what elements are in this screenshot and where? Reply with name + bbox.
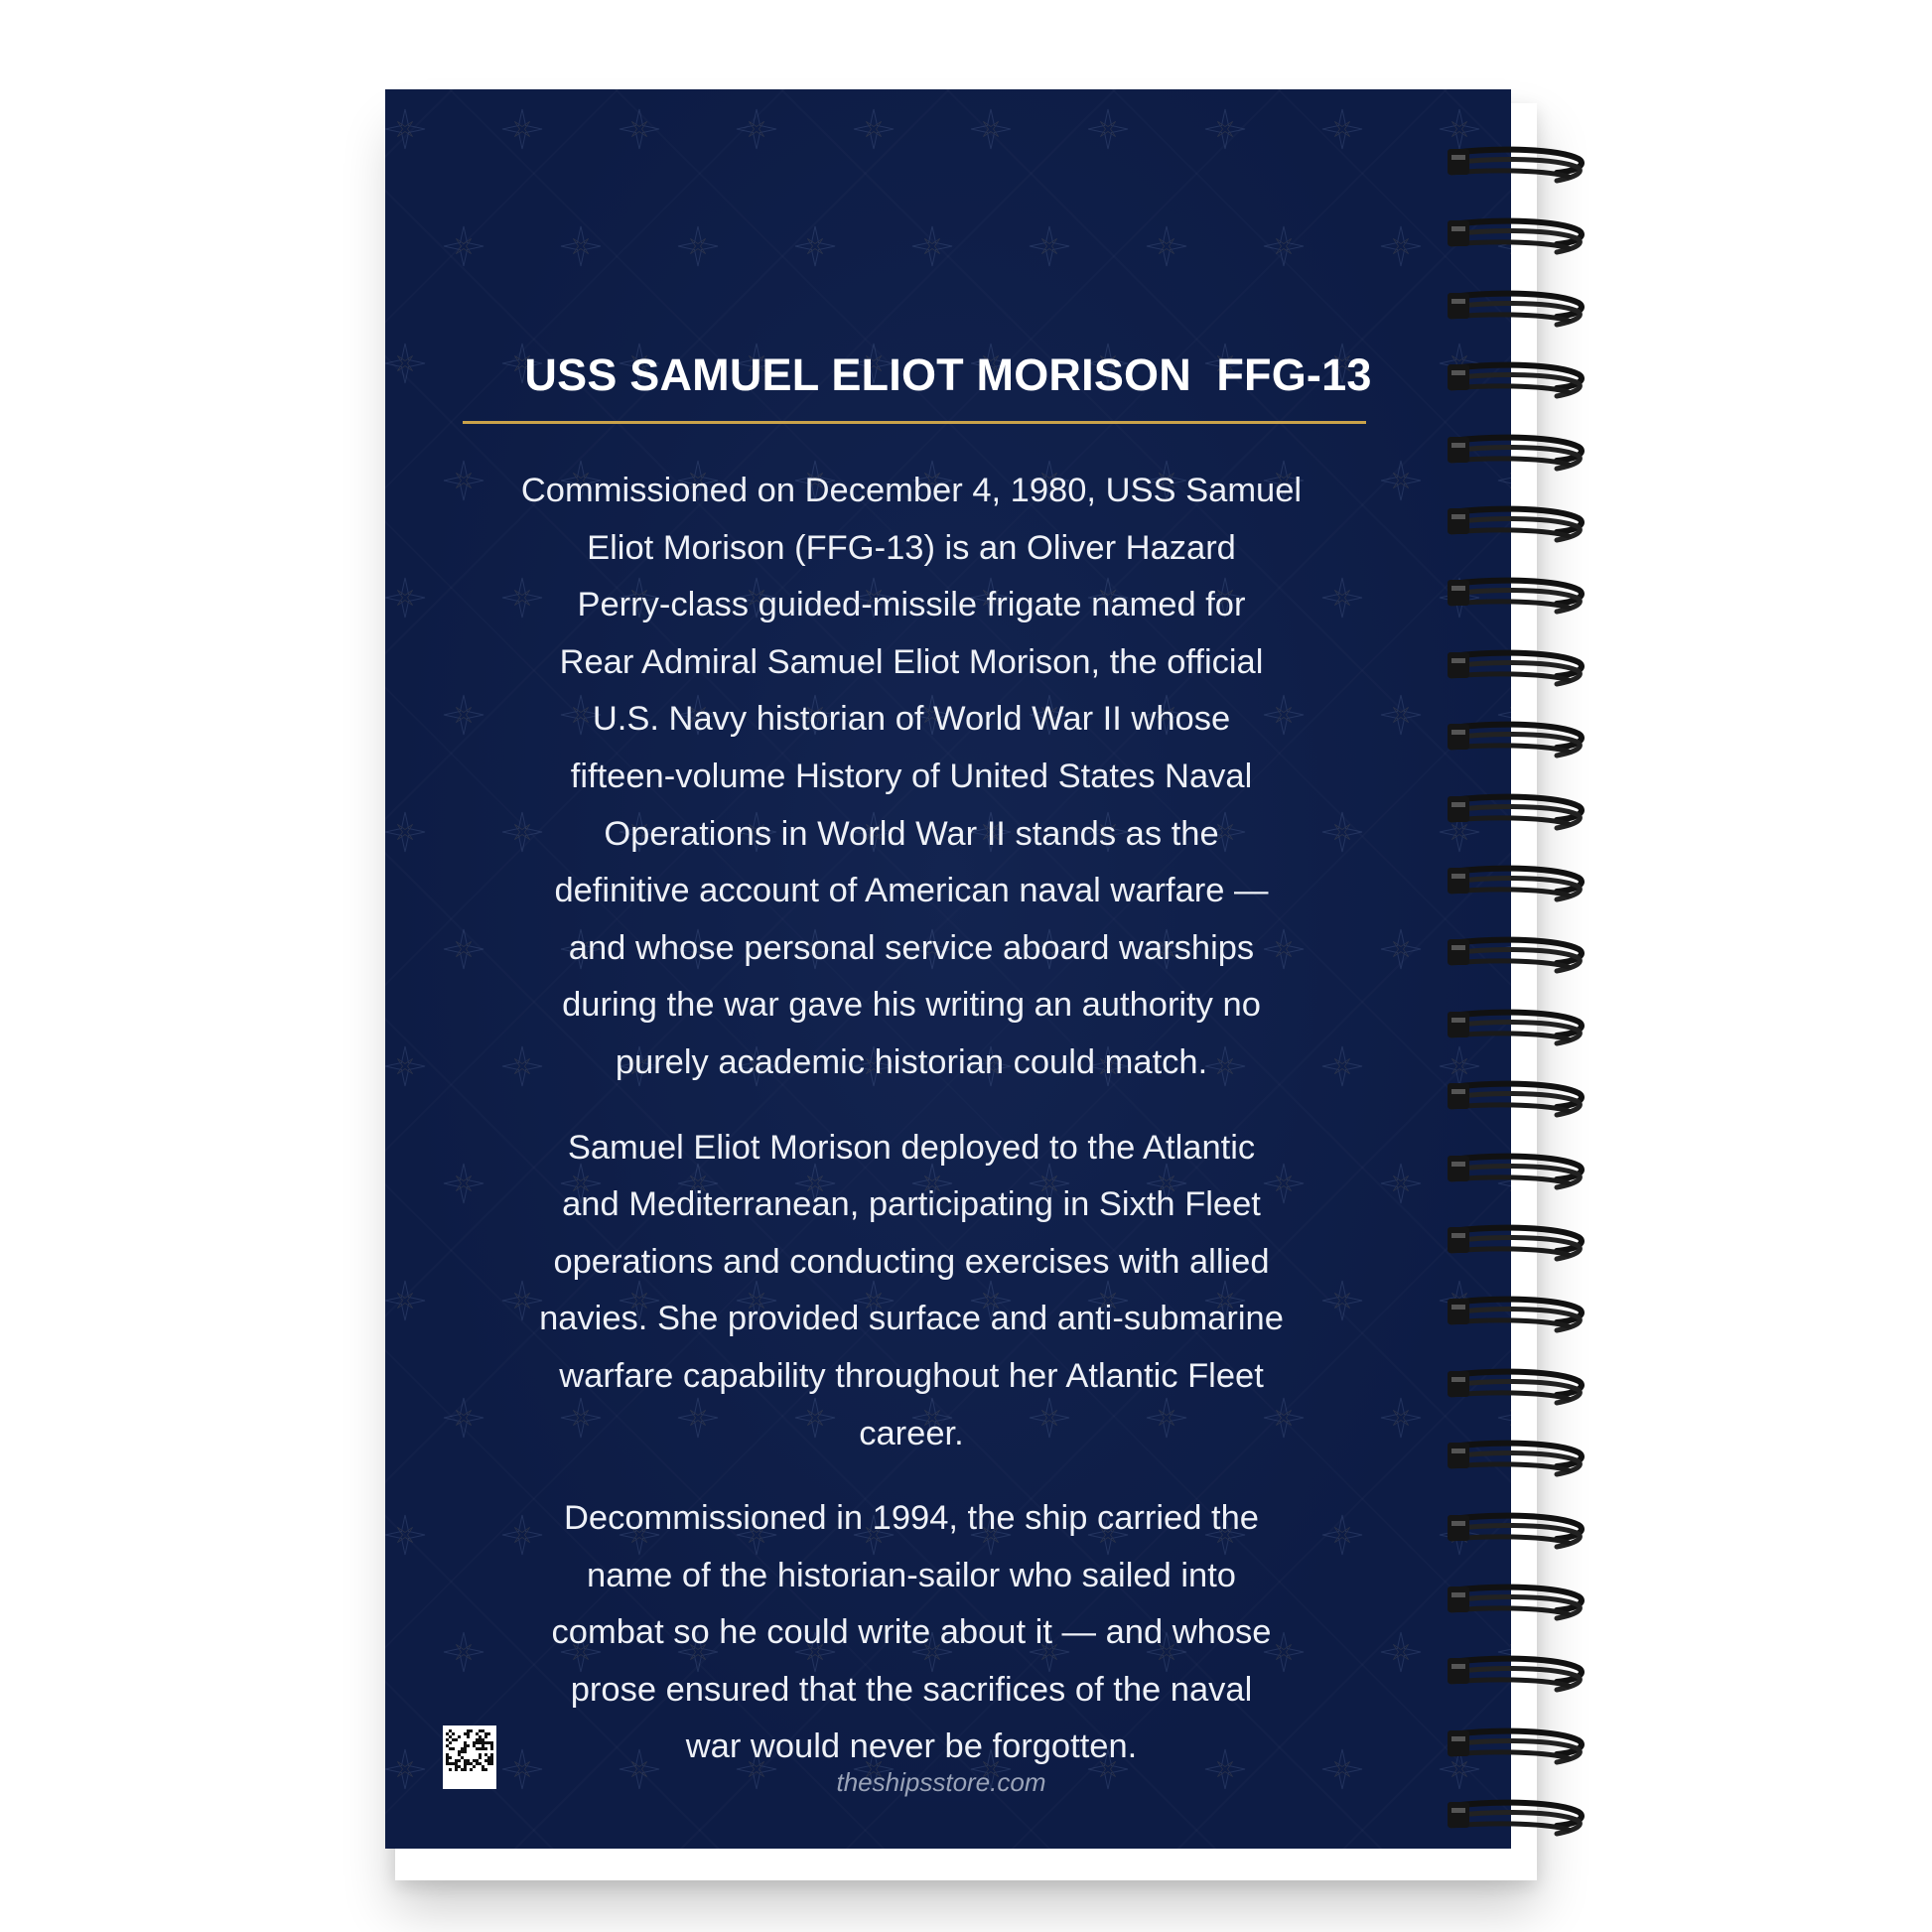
spiral-coil <box>1440 718 1588 767</box>
spiral-coil-icon <box>1440 933 1588 983</box>
compass-star-icon <box>1322 109 1362 149</box>
compass-star-icon <box>1381 461 1421 500</box>
paragraph-1 <box>484 463 1338 1092</box>
spiral-coil-icon <box>1440 431 1588 481</box>
compass-star-icon <box>502 109 542 149</box>
compass-star-icon <box>1381 226 1421 266</box>
spiral-coil-icon <box>1440 1796 1588 1846</box>
paragraph-line: during the war gave his writing an authority no <box>562 986 1261 1025</box>
compass-star-icon <box>385 1281 425 1320</box>
spiral-coil <box>1440 502 1588 552</box>
compass-star-icon <box>444 1398 483 1438</box>
spiral-coil-icon <box>1440 1725 1588 1774</box>
paragraph-line: and Mediterranean, participating in Sixth Fleet <box>562 1185 1261 1224</box>
compass-star-icon <box>1381 1398 1421 1438</box>
compass-star-icon <box>385 109 425 149</box>
compass-star-icon <box>385 578 425 618</box>
paragraph-line: combat so he could write about it — and whose <box>551 1613 1272 1652</box>
spiral-coil-icon <box>1440 502 1588 552</box>
compass-star-icon <box>912 226 952 266</box>
compass-star-icon <box>1205 109 1245 149</box>
spiral-coil <box>1440 1437 1588 1486</box>
spiral-coil-icon <box>1440 862 1588 911</box>
spiral-coil-icon <box>1440 790 1588 840</box>
spiral-coil-icon <box>1440 646 1588 696</box>
spiral-coil <box>1440 214 1588 264</box>
spiral-coil-icon <box>1440 1437 1588 1486</box>
compass-star-icon <box>620 109 659 149</box>
paragraph-line: war would never be forgotten. <box>685 1727 1138 1766</box>
compass-star-icon <box>854 109 894 149</box>
spiral-coil <box>1440 1221 1588 1271</box>
spiral-coil-icon <box>1440 1150 1588 1199</box>
paragraph-line: Perry-class guided-missile frigate named for <box>577 586 1246 624</box>
spiral-coil <box>1440 646 1588 696</box>
history-text <box>484 463 1338 1804</box>
spiral-coil-icon <box>1440 1006 1588 1055</box>
spiral-coil-icon <box>1440 143 1588 193</box>
spiral-coil <box>1440 1509 1588 1559</box>
paragraph-2 <box>484 1120 1338 1463</box>
compass-star-icon <box>678 226 718 266</box>
spiral-coil <box>1440 933 1588 983</box>
spiral-coil <box>1440 1077 1588 1127</box>
compass-star-icon <box>444 461 483 500</box>
paragraph-3 <box>484 1490 1338 1776</box>
compass-star-icon <box>1381 1632 1421 1672</box>
compass-star-icon <box>561 226 601 266</box>
spiral-coil-icon <box>1440 214 1588 264</box>
paragraph-line: Commissioned on December 4, 1980, USS Samuel <box>520 472 1303 509</box>
spiral-coil <box>1440 1652 1588 1702</box>
spiral-coil <box>1440 1006 1588 1055</box>
spiral-coil-icon <box>1440 358 1588 408</box>
compass-star-icon <box>1264 226 1304 266</box>
compass-star-icon <box>737 109 776 149</box>
paragraph-line: operations and conducting exercises with allied <box>553 1242 1270 1281</box>
paragraph-line: navies. She provided surface and anti-submarine <box>539 1300 1284 1338</box>
paragraph-line: Decommissioned in 1994, the ship carried the <box>564 1499 1259 1538</box>
spiral-coil <box>1440 358 1588 408</box>
spiral-coil-icon <box>1440 1652 1588 1702</box>
paragraph-line: fifteen-volume History of United States Naval <box>570 757 1253 795</box>
spiral-coil-icon <box>1440 1077 1588 1127</box>
spiral-coil <box>1440 431 1588 481</box>
spiral-coil-icon <box>1440 1365 1588 1415</box>
paragraph-line: name of the historian-sailor who sailed into <box>587 1556 1236 1594</box>
compass-star-icon <box>1381 1164 1421 1203</box>
compass-star-icon <box>444 226 483 266</box>
spiral-coil <box>1440 1796 1588 1846</box>
spiral-coil <box>1440 790 1588 840</box>
spiral-coil <box>1440 1365 1588 1415</box>
notebook-back-cover <box>385 89 1511 1849</box>
spiral-coil <box>1440 143 1588 193</box>
paragraph-line: definitive account of American naval warfare — <box>554 872 1269 910</box>
qr-code-icon <box>443 1725 496 1789</box>
compass-star-icon <box>1030 226 1069 266</box>
compass-star-icon <box>385 1515 425 1555</box>
paragraph-line: purely academic historian could match. <box>615 1042 1208 1081</box>
spiral-coil <box>1440 287 1588 337</box>
paragraph-line: prose ensured that the sacrifices of the naval <box>570 1670 1253 1709</box>
spiral-coil-icon <box>1440 718 1588 767</box>
ship-title: USS SAMUEL ELIOT MORISON FFG-13 <box>524 349 1372 400</box>
spiral-coil-icon <box>1440 1509 1588 1559</box>
paragraph-line: Rear Admiral Samuel Eliot Morison, the official <box>559 642 1264 681</box>
paragraph-line: career. <box>859 1414 964 1452</box>
compass-star-icon <box>795 226 835 266</box>
spiral-coil <box>1440 574 1588 623</box>
compass-star-icon <box>385 1046 425 1086</box>
spiral-coil-icon <box>1440 1293 1588 1342</box>
compass-star-icon <box>444 695 483 735</box>
paragraph-line: Operations in World War II stands as the <box>604 814 1219 853</box>
spiral-coil <box>1440 1725 1588 1774</box>
spiral-coil-icon <box>1440 1581 1588 1630</box>
spiral-coil <box>1440 1293 1588 1342</box>
paragraph-line: U.S. Navy historian of World War II whose <box>592 700 1231 739</box>
compass-star-icon <box>971 109 1011 149</box>
compass-star-icon <box>1147 226 1186 266</box>
spiral-coil-icon <box>1440 287 1588 337</box>
compass-star-icon <box>1088 109 1128 149</box>
website-label: theshipsstore.com <box>836 1767 1046 1797</box>
paragraph-line: warfare capability throughout her Atlantic Fleet <box>559 1356 1264 1395</box>
paragraph-line: Samuel Eliot Morison deployed to the Atlantic <box>567 1128 1256 1167</box>
paragraph-line: Eliot Morison (FFG-13) is an Oliver Hazard <box>587 528 1236 567</box>
spiral-coil <box>1440 1150 1588 1199</box>
spiral-coil <box>1440 862 1588 911</box>
compass-star-icon <box>1381 695 1421 735</box>
compass-star-icon <box>1381 929 1421 969</box>
compass-star-icon <box>444 929 483 969</box>
spiral-coil <box>1440 1581 1588 1630</box>
paragraph-line: and whose personal service aboard warships <box>568 928 1255 967</box>
compass-star-icon <box>385 812 425 852</box>
gold-divider <box>463 421 1366 424</box>
compass-star-icon <box>444 1632 483 1672</box>
compass-star-icon <box>385 344 425 383</box>
spiral-coil-icon <box>1440 1221 1588 1271</box>
compass-star-icon <box>444 1164 483 1203</box>
spiral-coil-icon <box>1440 574 1588 623</box>
